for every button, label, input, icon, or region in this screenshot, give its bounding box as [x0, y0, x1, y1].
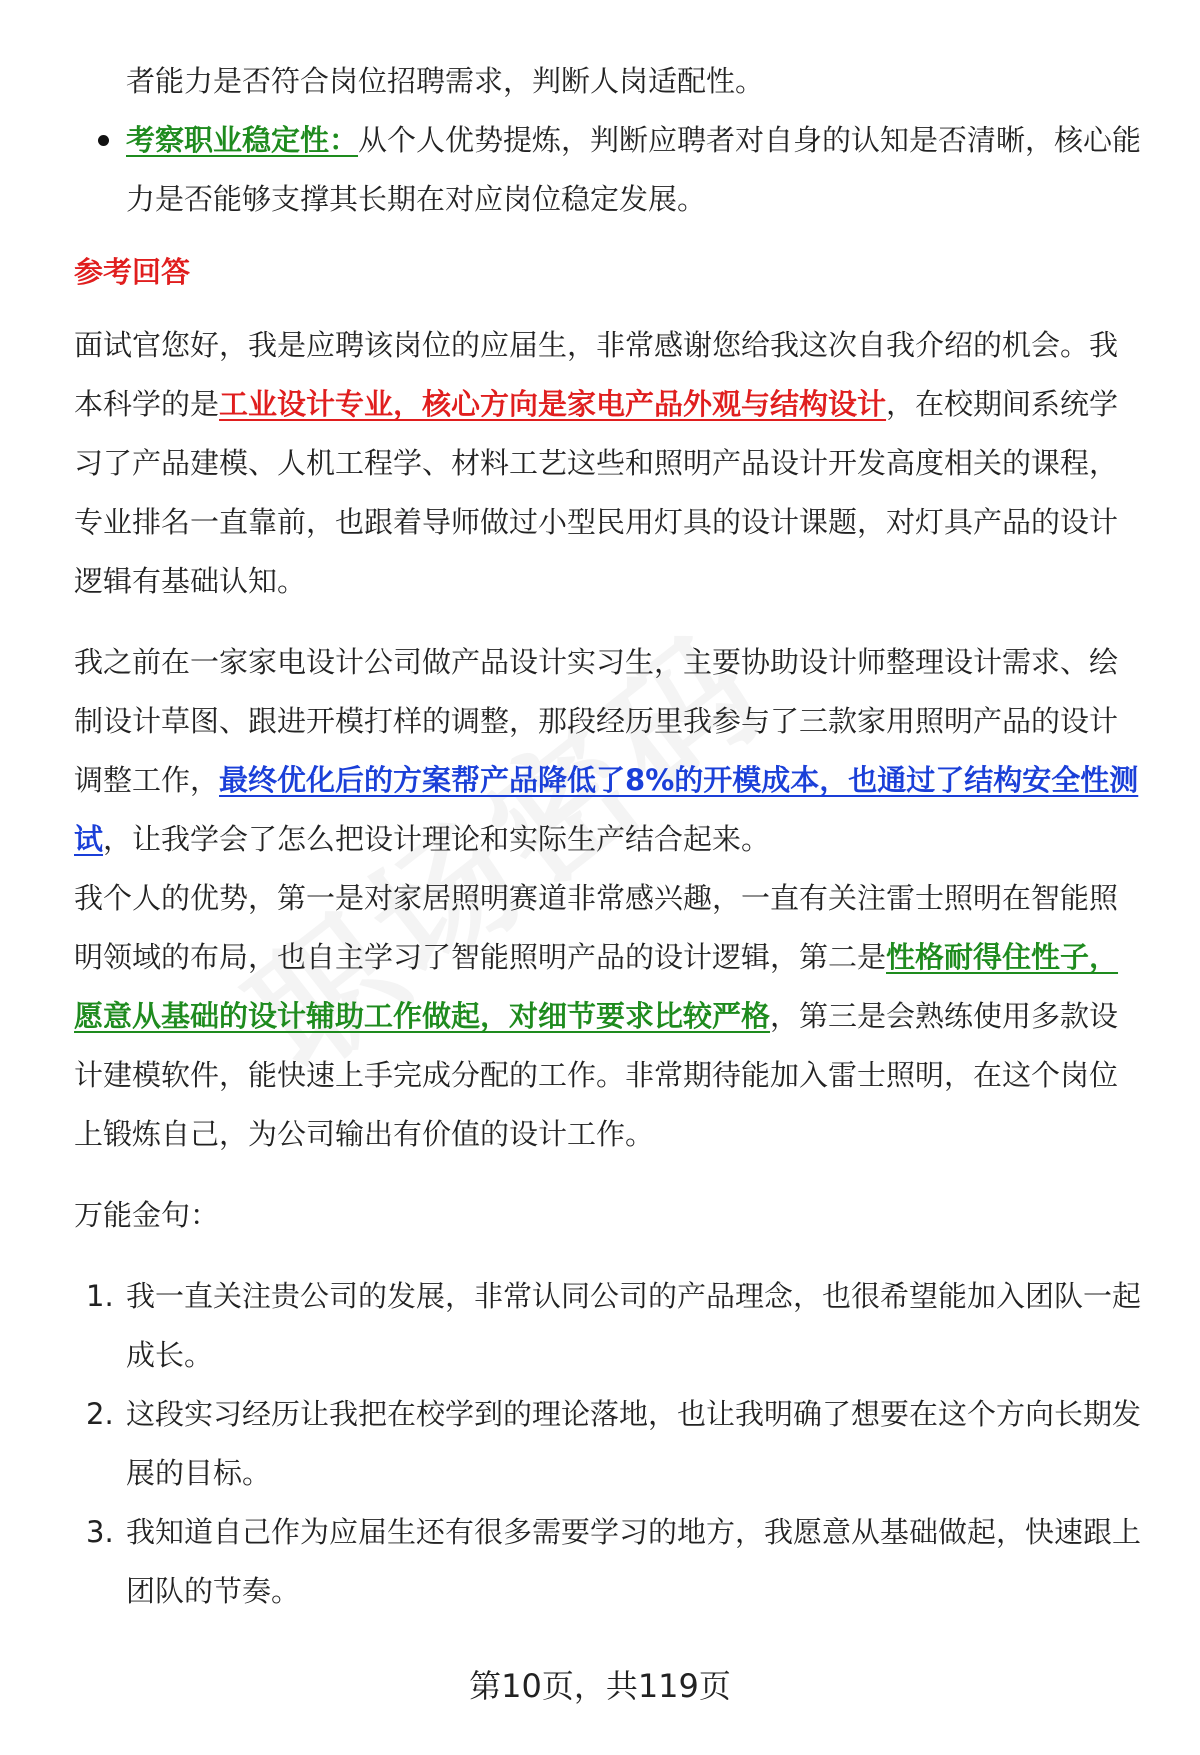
paragraph-text: 面试官您好，我是应聘该岗位的应届生，非常感谢您给我这次自我介绍的机会。我本科学的是: [74, 328, 1119, 421]
bullet-label: 考察职业稳定性：: [126, 123, 359, 157]
highlight-major: 工业设计专业，核心方向是家电产品外观与结构设计: [219, 387, 887, 421]
paragraph-text: 我之前在一家家电设计公司做产品设计实习生，主要协助设计师整理设计需求、绘制设计草图、跟进开模打样的调整，那段经历里我参与了三款家用照明产品的设计调整工作，: [74, 645, 1119, 797]
list-item: [74, 111, 1144, 229]
list-item-text: 我知道自己作为应届生还有很多需要学习的地方，我愿意从基础做起，快速跟上团队的节奏。: [126, 1515, 1142, 1608]
section-title: 参考回答: [74, 255, 191, 289]
list-item-text: 这段实习经历让我把在校学到的理论落地，也让我明确了想要在这个方向长期发展的目标。: [126, 1397, 1142, 1490]
bullet-text: 从个人优势提炼，判断应聘者对自身的认知是否清晰，核心能力是否能够支撑其长期在对应岗位稳定发展。: [126, 123, 1142, 216]
golden-sentences-title: 万能金句：: [74, 1198, 220, 1232]
answer-paragraph-1: [74, 316, 1144, 611]
list-number: 2.: [86, 1397, 114, 1431]
list-number: 3.: [86, 1515, 114, 1549]
list-item: [74, 1267, 1144, 1385]
highlight-achievement: 最终优化后的方案帮产品降低了8%的开模成本，也通过了结构安全性测试: [74, 763, 1139, 856]
list-item-text: 我一直关注贵公司的发展，非常认同公司的产品理念，也很希望能加入团队一起成长。: [126, 1279, 1142, 1372]
page-number: 第10页，共119页: [469, 1667, 731, 1705]
intro-continuation: 者能力是否符合岗位招聘需求，判断人岗适配性。: [126, 64, 765, 98]
answer-paragraph-3: [74, 869, 1144, 1164]
paragraph-text: ，在校期间系统学习了产品建模、人机工程学、材料工艺这些和照明产品设计开发高度相关的课程，专业排名一直靠前，也跟着导师做过小型民用灯具的设计课题，对灯具产品的设计逻辑有基础认知。: [74, 387, 1119, 598]
bullet-dot-icon: [98, 135, 109, 146]
page-content: [74, 52, 1144, 1621]
answer-paragraph-2: [74, 633, 1144, 869]
paragraph-text: 我个人的优势，第一是对家居照明赛道非常感兴趣，一直有关注雷士照明在智能照明领域的布局，也自主学习了智能照明产品的设计逻辑，第二是: [74, 881, 1119, 974]
list-item: [74, 1503, 1144, 1621]
highlight-personality: 性格耐得住性子，愿意从基础的设计辅助工作做起，对细节要求比较严格: [74, 940, 1119, 1033]
list-item: [74, 1385, 1144, 1503]
paragraph-text: ，第三是会熟练使用多款设计建模软件，能快速上手完成分配的工作。非常期待能加入雷士照明，在这个岗位上锻炼自己，为公司输出有价值的设计工作。: [74, 999, 1119, 1151]
paragraph-text: ，让我学会了怎么把设计理论和实际生产结合起来。: [103, 822, 771, 856]
list-number: 1.: [86, 1279, 114, 1313]
golden-sentences-list: [74, 1267, 1144, 1621]
